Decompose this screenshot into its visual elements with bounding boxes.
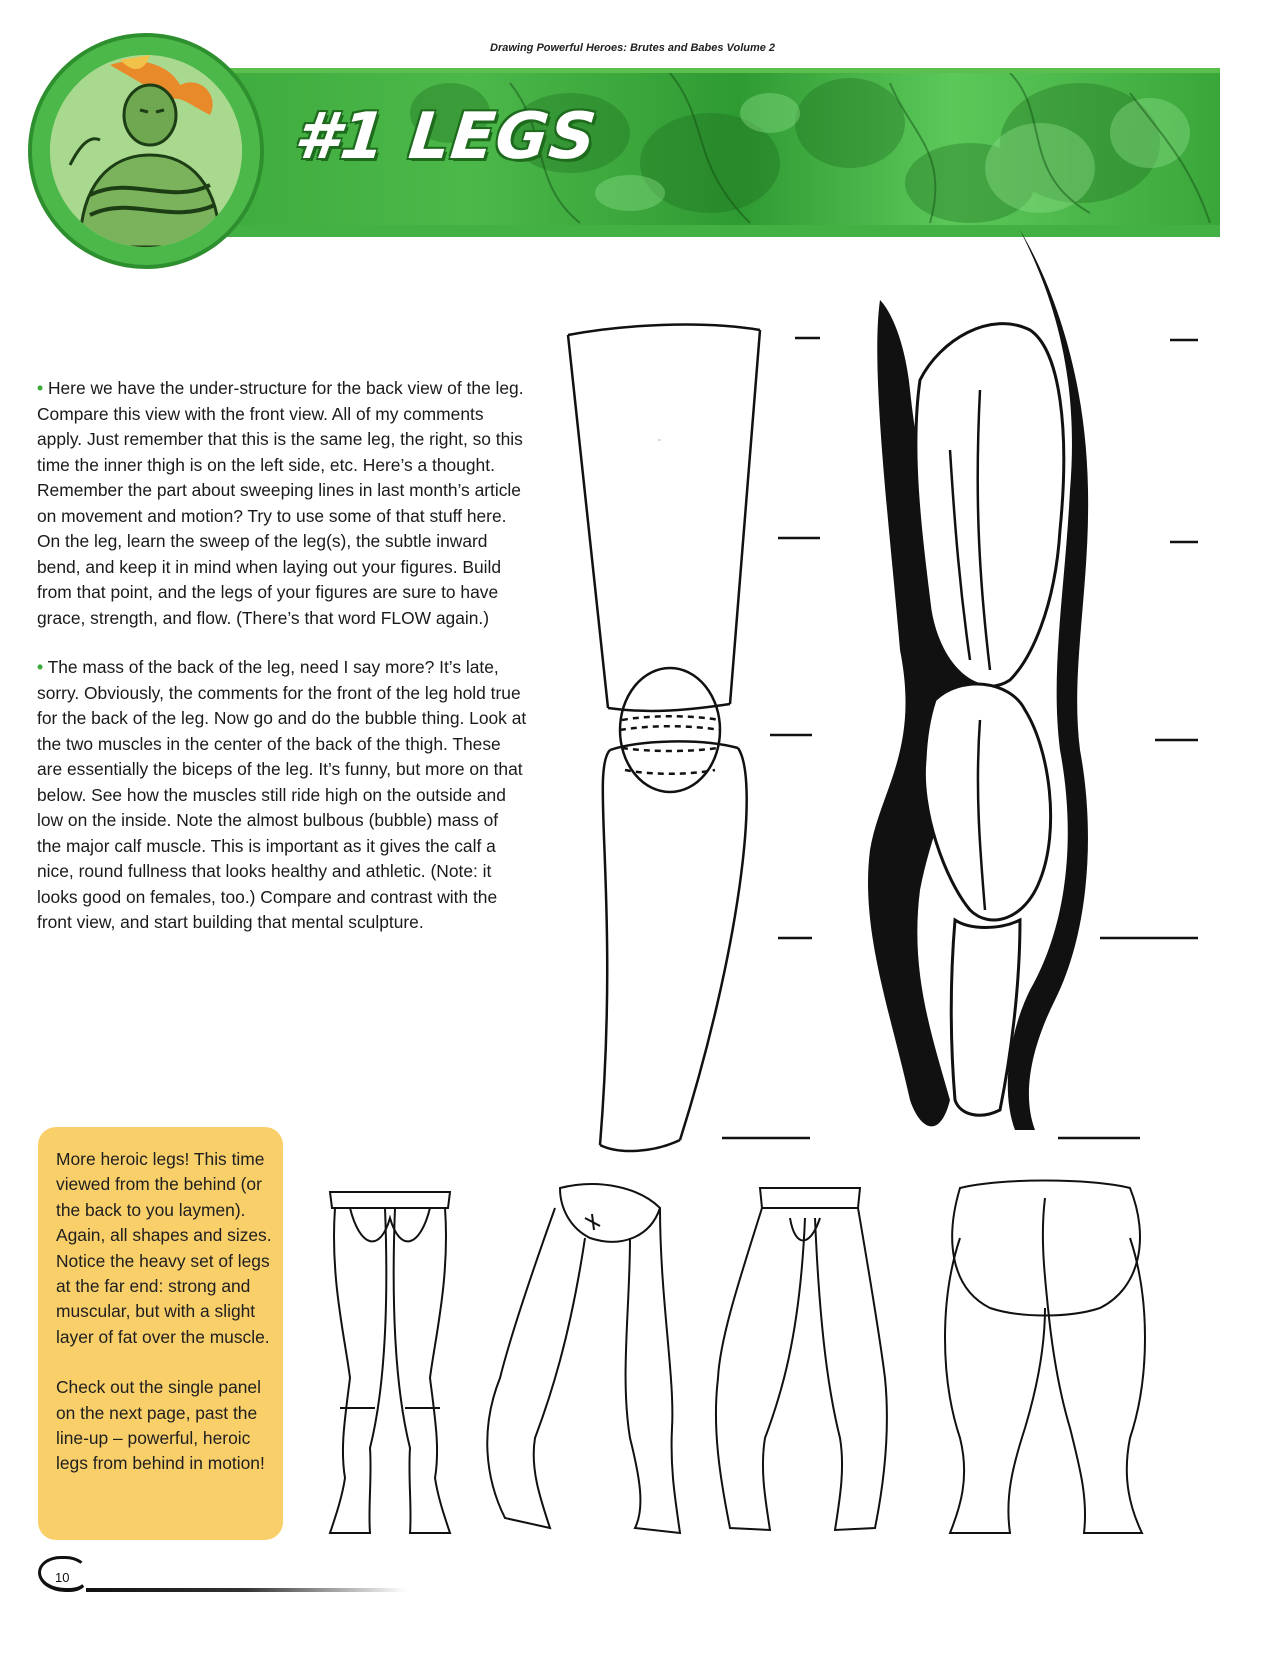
leg-back-view-illustration xyxy=(860,230,1110,1160)
page-number: 10 xyxy=(55,1570,70,1585)
thigh-cone-left xyxy=(568,335,608,708)
legs-pair-1 xyxy=(330,1192,450,1533)
callout-paragraph-2: Check out the single panel on the next page, past the line-up – powerful, heroic legs from behind in motion! xyxy=(56,1377,265,1474)
chapter-heading: #1 LEGS xyxy=(291,100,601,174)
calf-cone-left xyxy=(600,750,610,1145)
bullet: • xyxy=(37,378,44,398)
article-body xyxy=(37,376,527,960)
thigh-cone-bottom xyxy=(608,704,730,711)
paragraph-back-mass xyxy=(37,655,527,936)
legs-pair-2 xyxy=(487,1184,680,1533)
hero-medallion xyxy=(32,37,260,265)
legs-pair-3 xyxy=(716,1188,887,1530)
bullet: • xyxy=(37,657,44,677)
hero-portrait-icon xyxy=(50,55,242,247)
legs-lineup xyxy=(300,1178,1220,1548)
paragraph-1-text: Here we have the under-structure for the back view of the leg. Compare this view with the front view. All of my comments apply. Just remember that this is the same leg, the right, so this time the inner thigh is on the left side, etc. Here’s a thought. Remember the part about sweeping lines in last month’s article on movement and motion? Try to use some of that stuff here. On the leg, learn the sweep of the leg(s), the subtle inward bend, and keep it in mind when laying out your figures. Build from that point, and the legs of your figures are sure to have grace, strength, and flow. (There’s that word FLOW again.) xyxy=(37,378,524,628)
callout-paragraph-1: More heroic legs! This time viewed from the behind (or the back to you laymen). Again, all shapes and sizes. Notice the heavy set of legs at the far end: strong and muscular, but with a slight layer of fat over the muscle. xyxy=(56,1149,272,1347)
footer-rule xyxy=(86,1588,406,1592)
paragraph-back-view-structure xyxy=(37,376,527,631)
callout-box xyxy=(38,1127,283,1540)
legs-pair-4 xyxy=(945,1181,1145,1534)
book-title: Drawing Powerful Heroes: Brutes and Babes Volume 2 xyxy=(490,42,776,54)
calf-cone-bottom xyxy=(600,1140,680,1151)
paragraph-2-text: The mass of the back of the leg, need I say more? It’s late, sorry. Obviously, the comments for the front of the leg hold true for the back of the leg. Now go and do the bubble thing. Look at the two muscles in the center of the back of the thigh. These are essentially the biceps of the leg. It’s funny, but more on that below. See how the muscles still ride high on the outside and low on the inside. Note the almost bulbous (bubble) mass of the major calf muscle. This is important as it gives the calf a nice, round fullness that looks healthy and athletic. (Note: it looks good on females, too.) Compare and contrast with the front view, and start building that mental sculpture. xyxy=(37,657,527,932)
page-footer xyxy=(38,1556,378,1596)
